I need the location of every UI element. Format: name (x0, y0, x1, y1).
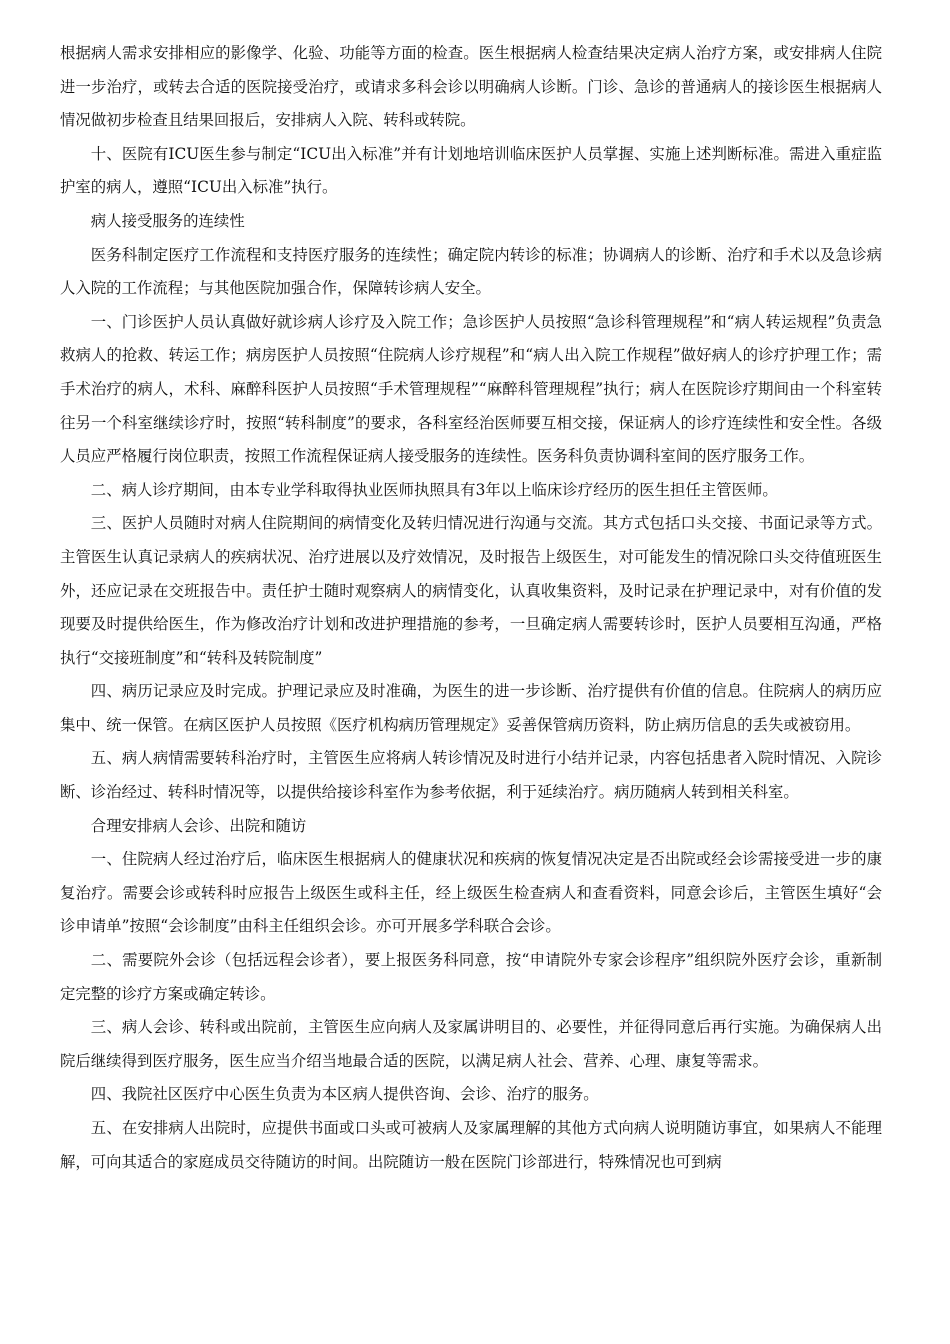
document-page (60, 37, 882, 1179)
paragraph-icu-standard: 十、医院有ICU医生参与制定“ICU出入标准”并有计划地培训临床医护人员掌握、实施上述判断标准。需进入重症监护室的病人，遵照“ICU出入标准”执行。 (60, 144, 882, 197)
paragraph-continuity-item-1: 一、门诊医护人员认真做好就诊病人诊疗及入院工作；急诊医护人员按照“急诊科管理规程”和“病人转运规程”负责急救病人的抢救、转运工作；病房医护人员按照“住院病人诊疗规程”和“病人出入院工作规程”做好病人的诊疗护理工作；需手术治疗的病人，术科、麻醉科医护人员按照“手术管理规程”“麻醉科管理规程”执行；病人在医院诊疗期间由一个科室转往另一个科室继续诊疗时，按照“转科制度”的要求，各科室经治医师要互相交接，保证病人的诊疗连续性和安全性。各级人员应严格履行岗位职责，按照工作流程保证病人接受服务的连续性。医务科负责协调科室间的医疗服务工作。 (60, 312, 882, 466)
paragraph-consultation-item-5: 五、在安排病人出院时，应提供书面或口头或可被病人及家属理解的其他方式向病人说明随访事宜，如果病人不能理解，可向其适合的家庭成员交待随访的时间。出院随访一般在医院门诊部进行，特殊情况也可到病 (60, 1119, 882, 1171)
paragraph-consultation-item-1: 一、住院病人经过治疗后，临床医生根据病人的健康状况和疾病的恢复情况决定是否出院或经会诊需接受进一步的康复治疗。需要会诊或转科时应报告上级医生或科主任，经上级医生检查病人和查看资料，同意会诊后，主管医生填好“会诊申请单”按照“会诊制度”由科主任组织会诊。亦可开展多学科联合会诊。 (60, 850, 882, 936)
paragraph-continuity-item-2: 二、病人诊疗期间，由本专业学科取得执业医师执照具有3年以上临床诊疗经历的医生担任主管医师。 (90, 480, 778, 499)
paragraph-consultation-item-2: 二、需要院外会诊（包括远程会诊者），要上报医务科同意，按“申请院外专家会诊程序”组织院外医疗会诊，重新制定完整的诊疗方案或确定转诊。 (60, 951, 882, 1003)
paragraph-consultation-item-3: 三、病人会诊、转科或出院前，主管医生应向病人及家属讲明目的、必要性，并征得同意后再行实施。为确保病人出院后继续得到医疗服务，医生应当介绍当地最合适的医院，以满足病人社会、营养、心理、康复等需求。 (60, 1018, 882, 1070)
paragraph-continuity-item-3: 三、医护人员随时对病人住院期间的病情变化及转归情况进行沟通与交流。其方式包括口头交接、书面记录等方式。主管医生认真记录病人的疾病状况、治疗进展以及疗效情况，及时报告上级医生，对可能发生的情况除口头交待值班医生外，还应记录在交班报告中。责任护士随时观察病人的病情变化，认真收集资料，及时记录在护理记录中，对有价值的发现要及时提供给医生，作为修改治疗计划和改进护理措施的参考，一旦确定病人需要转诊时，医护人员要相互沟通，严格执行“交接班制度”和“转科及转院制度” (60, 514, 882, 667)
paragraph-consultation-item-4: 四、我院社区医疗中心医生负责为本区病人提供咨询、会诊、治疗的服务。 (90, 1085, 599, 1104)
paragraph-continuity-item-5: 五、病人病情需要转科治疗时，主管医生应将病人转诊情况及时进行小结并记录，内容包括患者入院时情况、入院诊断、诊治经过、转科时情况等，以提供给接诊科室作为参考依据，利于延续治疗。病历随病人转到相关科室。 (60, 749, 882, 802)
section-heading-consultation-discharge: 合理安排病人会诊、出院和随访 (90, 816, 307, 835)
section-heading-service-continuity: 病人接受服务的连续性 (90, 211, 245, 230)
paragraph-service-continuity-intro: 医务科制定医疗工作流程和支持医疗服务的连续性；确定院内转诊的标准；协调病人的诊断、治疗和手术以及急诊病人入院的工作流程；与其他医院加强合作，保障转诊病人安全。 (60, 245, 882, 298)
paragraph-continuity-item-4: 四、病历记录应及时完成。护理记录应及时准确，为医生的进一步诊断、治疗提供有价值的信息。住院病人的病历应集中、统一保管。在病区医护人员按照《医疗机构病历管理规定》妥善保管病历资料，防止病历信息的丢失或被窃用。 (60, 682, 882, 734)
paragraph-continued-exam-arrangement: 根据病人需求安排相应的影像学、化验、功能等方面的检查。医生根据病人检查结果决定病人治疗方案，或安排病人住院进一步治疗，或转去合适的医院接受治疗，或请求多科会诊以明确病人诊断。门诊、急诊的普通病人的接诊医生根据病人情况做初步检查且结果回报后，安排病人入院、转科或转院。 (60, 44, 882, 130)
